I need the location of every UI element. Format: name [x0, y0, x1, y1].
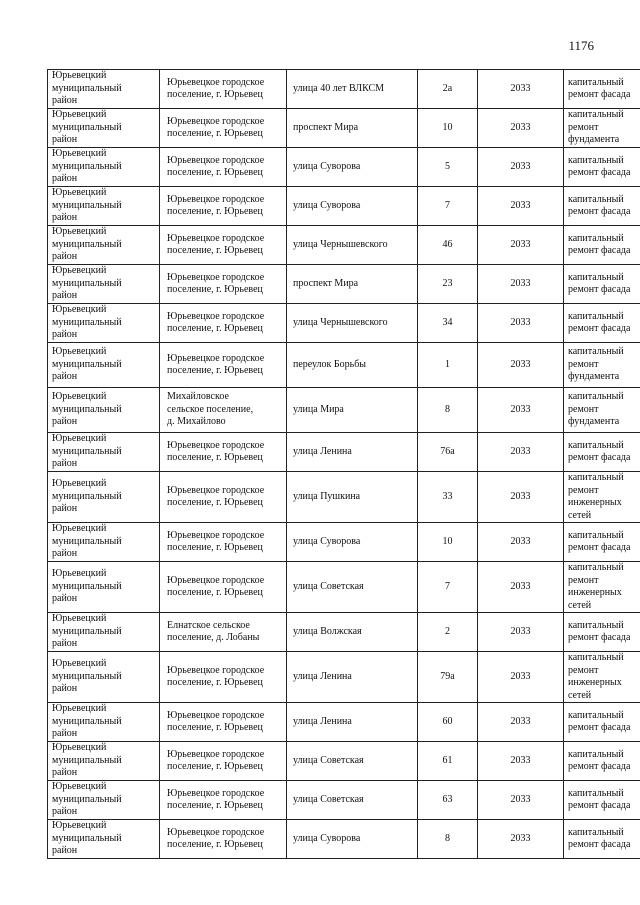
house-number-cell	[418, 148, 478, 187]
settlement-cell-text: Юрьевецкое городское поселение, г. Юрьевец	[167, 709, 265, 733]
street-cell	[287, 472, 418, 523]
year-cell	[478, 820, 564, 859]
settlement-cell	[160, 187, 287, 226]
settlement-cell	[160, 304, 287, 343]
house-number-cell	[418, 652, 478, 703]
district-cell-text: Юрьевецкий муниципальный район	[52, 742, 122, 779]
house-number-cell-text: 8	[445, 403, 450, 415]
street-cell-text: переулок Борьбы	[293, 358, 366, 370]
street-cell-text: улица Пушкина	[293, 490, 361, 502]
house-number-cell-text: 10	[442, 121, 453, 133]
repair-schedule-table	[47, 69, 640, 859]
table-row	[48, 109, 640, 148]
street-cell-text: улица Суворова	[293, 160, 361, 172]
year-cell	[478, 148, 564, 187]
district-cell-text: Юрьевецкий муниципальный район	[52, 568, 122, 605]
settlement-cell-text: Юрьевецкое городское поселение, г. Юрьевец	[167, 748, 265, 772]
district-cell	[48, 304, 160, 343]
work-type-cell	[564, 343, 640, 388]
settlement-cell-text: Юрьевецкое городское поселение, г. Юрьевец	[167, 310, 265, 334]
year-cell	[478, 613, 564, 652]
year-cell-text: 2033	[510, 715, 531, 727]
house-number-cell	[418, 703, 478, 742]
street-cell	[287, 388, 418, 433]
district-cell	[48, 781, 160, 820]
district-cell	[48, 703, 160, 742]
district-cell	[48, 742, 160, 781]
house-number-cell	[418, 472, 478, 523]
year-cell-text: 2033	[510, 832, 531, 844]
work-type-cell	[564, 265, 640, 304]
street-cell	[287, 187, 418, 226]
house-number-cell	[418, 226, 478, 265]
table-row	[48, 304, 640, 343]
year-cell-text: 2033	[510, 277, 531, 289]
house-number-cell	[418, 433, 478, 472]
work-type-cell	[564, 70, 640, 109]
street-cell	[287, 148, 418, 187]
district-cell-text: Юрьевецкий муниципальный район	[52, 346, 122, 383]
district-cell-text: Юрьевецкий муниципальный район	[52, 148, 122, 185]
settlement-cell	[160, 70, 287, 109]
work-type-cell	[564, 109, 640, 148]
district-cell-text: Юрьевецкий муниципальный район	[52, 187, 122, 224]
house-number-cell-text: 76а	[440, 445, 455, 457]
house-number-cell	[418, 523, 478, 562]
year-cell	[478, 742, 564, 781]
settlement-cell-text: Юрьевецкое городское поселение, г. Юрьевец	[167, 193, 265, 217]
street-cell	[287, 70, 418, 109]
settlement-cell	[160, 652, 287, 703]
work-type-cell	[564, 742, 640, 781]
year-cell-text: 2033	[510, 121, 531, 133]
table-row	[48, 523, 640, 562]
district-cell-text: Юрьевецкий муниципальный район	[52, 781, 122, 818]
district-cell	[48, 820, 160, 859]
house-number-cell	[418, 265, 478, 304]
work-type-cell-text: капитальный ремонт фасада	[568, 709, 631, 733]
year-cell	[478, 70, 564, 109]
settlement-cell-text: Юрьевецкое городское поселение, г. Юрьевец	[167, 826, 265, 850]
settlement-cell-text: Юрьевецкое городское поселение, г. Юрьевец	[167, 529, 265, 553]
street-cell-text: улица Суворова	[293, 832, 361, 844]
work-type-cell	[564, 304, 640, 343]
year-cell-text: 2033	[510, 670, 531, 682]
settlement-cell	[160, 265, 287, 304]
district-cell	[48, 472, 160, 523]
district-cell-text: Юрьевецкий муниципальный район	[52, 703, 122, 740]
work-type-cell-text: капитальный ремонт инженерных сетей	[568, 472, 624, 521]
work-type-cell	[564, 187, 640, 226]
settlement-cell-text: Юрьевецкое городское поселение, г. Юрьевец	[167, 115, 265, 139]
street-cell-text: улица Ленина	[293, 715, 352, 727]
street-cell	[287, 523, 418, 562]
district-cell-text: Юрьевецкий муниципальный район	[52, 478, 122, 515]
street-cell	[287, 343, 418, 388]
house-number-cell	[418, 388, 478, 433]
settlement-cell	[160, 388, 287, 433]
street-cell-text: улица 40 лет ВЛКСМ	[293, 82, 385, 94]
street-cell	[287, 781, 418, 820]
house-number-cell	[418, 742, 478, 781]
work-type-cell	[564, 820, 640, 859]
settlement-cell	[160, 472, 287, 523]
street-cell	[287, 304, 418, 343]
district-cell-text: Юрьевецкий муниципальный район	[52, 391, 122, 428]
settlement-cell-text: Юрьевецкое городское поселение, г. Юрьевец	[167, 484, 265, 508]
year-cell	[478, 343, 564, 388]
street-cell	[287, 109, 418, 148]
district-cell-text: Юрьевецкий муниципальный район	[52, 820, 122, 857]
house-number-cell-text: 2а	[442, 82, 453, 94]
street-cell	[287, 226, 418, 265]
district-cell	[48, 226, 160, 265]
street-cell	[287, 433, 418, 472]
table-row	[48, 703, 640, 742]
settlement-cell-text: Юрьевецкое городское поселение, г. Юрьевец	[167, 76, 265, 100]
house-number-cell-text: 79а	[440, 670, 455, 682]
district-cell	[48, 148, 160, 187]
settlement-cell	[160, 562, 287, 613]
house-number-cell	[418, 781, 478, 820]
settlement-cell-text: Юрьевецкое городское поселение, г. Юрьевец	[167, 352, 265, 376]
work-type-cell-text: капитальный ремонт фасада	[568, 271, 631, 295]
district-cell	[48, 70, 160, 109]
house-number-cell-text: 10	[442, 535, 453, 547]
settlement-cell-text: Юрьевецкое городское поселение, г. Юрьевец	[167, 232, 265, 256]
year-cell-text: 2033	[510, 793, 531, 805]
street-cell-text: проспект Мира	[293, 277, 359, 289]
district-cell	[48, 613, 160, 652]
work-type-cell-text: капитальный ремонт инженерных сетей	[568, 562, 624, 611]
street-cell	[287, 652, 418, 703]
house-number-cell-text: 23	[442, 277, 453, 289]
work-type-cell-text: капитальный ремонт фасада	[568, 154, 631, 178]
work-type-cell-text: капитальный ремонт фундамента	[568, 391, 624, 428]
work-type-cell	[564, 388, 640, 433]
district-cell-text: Юрьевецкий муниципальный район	[52, 433, 122, 470]
settlement-cell-text: Юрьевецкое городское поселение, г. Юрьевец	[167, 271, 265, 295]
settlement-cell-text: Юрьевецкое городское поселение, г. Юрьевец	[167, 574, 265, 598]
work-type-cell-text: капитальный ремонт фундамента	[568, 346, 624, 383]
street-cell-text: улица Советская	[293, 793, 364, 805]
house-number-cell	[418, 820, 478, 859]
table-row	[48, 148, 640, 187]
year-cell	[478, 265, 564, 304]
year-cell-text: 2033	[510, 445, 531, 457]
settlement-cell	[160, 781, 287, 820]
year-cell-text: 2033	[510, 199, 531, 211]
year-cell	[478, 226, 564, 265]
table-row	[48, 433, 640, 472]
street-cell-text: улица Советская	[293, 580, 364, 592]
district-cell-text: Юрьевецкий муниципальный район	[52, 613, 122, 650]
district-cell	[48, 388, 160, 433]
work-type-cell-text: капитальный ремонт фасада	[568, 748, 631, 772]
page-number: 1176	[568, 38, 594, 53]
work-type-cell-text: капитальный ремонт фасада	[568, 826, 631, 850]
work-type-cell-text: капитальный ремонт инженерных сетей	[568, 652, 624, 701]
district-cell-text: Юрьевецкий муниципальный район	[52, 226, 122, 263]
year-cell	[478, 703, 564, 742]
work-type-cell-text: капитальный ремонт фасада	[568, 310, 631, 334]
table-row	[48, 562, 640, 613]
settlement-cell	[160, 742, 287, 781]
district-cell	[48, 652, 160, 703]
table-row	[48, 613, 640, 652]
district-cell	[48, 109, 160, 148]
work-type-cell-text: капитальный ремонт фасада	[568, 193, 631, 217]
house-number-cell-text: 34	[442, 316, 453, 328]
street-cell	[287, 265, 418, 304]
year-cell	[478, 433, 564, 472]
house-number-cell-text: 63	[442, 793, 453, 805]
street-cell	[287, 562, 418, 613]
table-row	[48, 226, 640, 265]
settlement-cell	[160, 109, 287, 148]
settlement-cell	[160, 148, 287, 187]
house-number-cell	[418, 109, 478, 148]
year-cell-text: 2033	[510, 238, 531, 250]
house-number-cell-text: 60	[442, 715, 453, 727]
settlement-cell	[160, 343, 287, 388]
district-cell	[48, 562, 160, 613]
district-cell	[48, 343, 160, 388]
year-cell	[478, 652, 564, 703]
work-type-cell	[564, 433, 640, 472]
table-row	[48, 652, 640, 703]
table-row	[48, 70, 640, 109]
work-type-cell-text: капитальный ремонт фасада	[568, 76, 631, 100]
district-cell-text: Юрьевецкий муниципальный район	[52, 523, 122, 560]
street-cell	[287, 742, 418, 781]
year-cell-text: 2033	[510, 316, 531, 328]
district-cell-text: Юрьевецкий муниципальный район	[52, 109, 122, 146]
settlement-cell-text: Елнатское сельское поселение, д. Лобаны	[167, 619, 260, 643]
table-row	[48, 472, 640, 523]
street-cell-text: улица Чернышевского	[293, 316, 388, 328]
work-type-cell-text: капитальный ремонт фасада	[568, 619, 631, 643]
house-number-cell-text: 7	[445, 580, 450, 592]
settlement-cell-text: Михайловское сельское поселение, д. Михайлово	[167, 391, 254, 428]
work-type-cell-text: капитальный ремонт фасада	[568, 787, 631, 811]
year-cell-text: 2033	[510, 403, 531, 415]
settlement-cell-text: Юрьевецкое городское поселение, г. Юрьевец	[167, 439, 265, 463]
work-type-cell-text: капитальный ремонт фундамента	[568, 109, 624, 146]
house-number-cell	[418, 613, 478, 652]
house-number-cell-text: 61	[442, 754, 453, 766]
street-cell-text: проспект Мира	[293, 121, 359, 133]
table-row	[48, 265, 640, 304]
house-number-cell-text: 1	[445, 358, 450, 370]
work-type-cell	[564, 652, 640, 703]
year-cell	[478, 781, 564, 820]
table-row	[48, 742, 640, 781]
settlement-cell	[160, 820, 287, 859]
year-cell-text: 2033	[510, 535, 531, 547]
year-cell-text: 2033	[510, 580, 531, 592]
district-cell	[48, 433, 160, 472]
house-number-cell	[418, 304, 478, 343]
settlement-cell	[160, 703, 287, 742]
street-cell-text: улица Ленина	[293, 670, 352, 682]
street-cell	[287, 613, 418, 652]
house-number-cell-text: 7	[445, 199, 450, 211]
work-type-cell	[564, 703, 640, 742]
street-cell	[287, 703, 418, 742]
street-cell-text: улица Советская	[293, 754, 364, 766]
settlement-cell	[160, 226, 287, 265]
work-type-cell	[564, 523, 640, 562]
house-number-cell-text: 2	[445, 625, 450, 637]
district-cell-text: Юрьевецкий муниципальный район	[52, 304, 122, 341]
settlement-cell-text: Юрьевецкое городское поселение, г. Юрьевец	[167, 664, 265, 688]
district-cell-text: Юрьевецкий муниципальный район	[52, 70, 122, 107]
street-cell-text: улица Суворова	[293, 535, 361, 547]
work-type-cell-text: капитальный ремонт фасада	[568, 439, 631, 463]
year-cell-text: 2033	[510, 160, 531, 172]
table-row	[48, 187, 640, 226]
year-cell-text: 2033	[510, 82, 531, 94]
street-cell-text: улица Чернышевского	[293, 238, 388, 250]
table-row	[48, 388, 640, 433]
year-cell	[478, 388, 564, 433]
district-cell-text: Юрьевецкий муниципальный район	[52, 265, 122, 302]
year-cell	[478, 304, 564, 343]
house-number-cell	[418, 187, 478, 226]
work-type-cell	[564, 226, 640, 265]
year-cell-text: 2033	[510, 490, 531, 502]
street-cell-text: улица Мира	[293, 403, 344, 415]
table-row	[48, 820, 640, 859]
district-cell	[48, 523, 160, 562]
house-number-cell	[418, 562, 478, 613]
work-type-cell	[564, 781, 640, 820]
year-cell	[478, 523, 564, 562]
work-type-cell	[564, 562, 640, 613]
year-cell-text: 2033	[510, 625, 531, 637]
district-cell-text: Юрьевецкий муниципальный район	[52, 658, 122, 695]
work-type-cell-text: капитальный ремонт фасада	[568, 529, 631, 553]
year-cell	[478, 562, 564, 613]
settlement-cell	[160, 613, 287, 652]
house-number-cell-text: 5	[445, 160, 450, 172]
street-cell-text: улица Волжская	[293, 625, 362, 637]
district-cell	[48, 187, 160, 226]
house-number-cell-text: 46	[442, 238, 453, 250]
work-type-cell	[564, 148, 640, 187]
settlement-cell	[160, 523, 287, 562]
street-cell	[287, 820, 418, 859]
year-cell	[478, 187, 564, 226]
district-cell	[48, 265, 160, 304]
settlement-cell-text: Юрьевецкое городское поселение, г. Юрьевец	[167, 154, 265, 178]
settlement-cell	[160, 433, 287, 472]
table-body	[48, 70, 640, 859]
street-cell-text: улица Суворова	[293, 199, 361, 211]
settlement-cell-text: Юрьевецкое городское поселение, г. Юрьевец	[167, 787, 265, 811]
work-type-cell	[564, 613, 640, 652]
year-cell-text: 2033	[510, 754, 531, 766]
year-cell	[478, 472, 564, 523]
house-number-cell	[418, 70, 478, 109]
house-number-cell-text: 8	[445, 832, 450, 844]
work-type-cell-text: капитальный ремонт фасада	[568, 232, 631, 256]
work-type-cell	[564, 472, 640, 523]
year-cell	[478, 109, 564, 148]
table-row	[48, 343, 640, 388]
year-cell-text: 2033	[510, 358, 531, 370]
house-number-cell	[418, 343, 478, 388]
house-number-cell-text: 33	[442, 490, 453, 502]
table-row	[48, 781, 640, 820]
street-cell-text: улица Ленина	[293, 445, 352, 457]
